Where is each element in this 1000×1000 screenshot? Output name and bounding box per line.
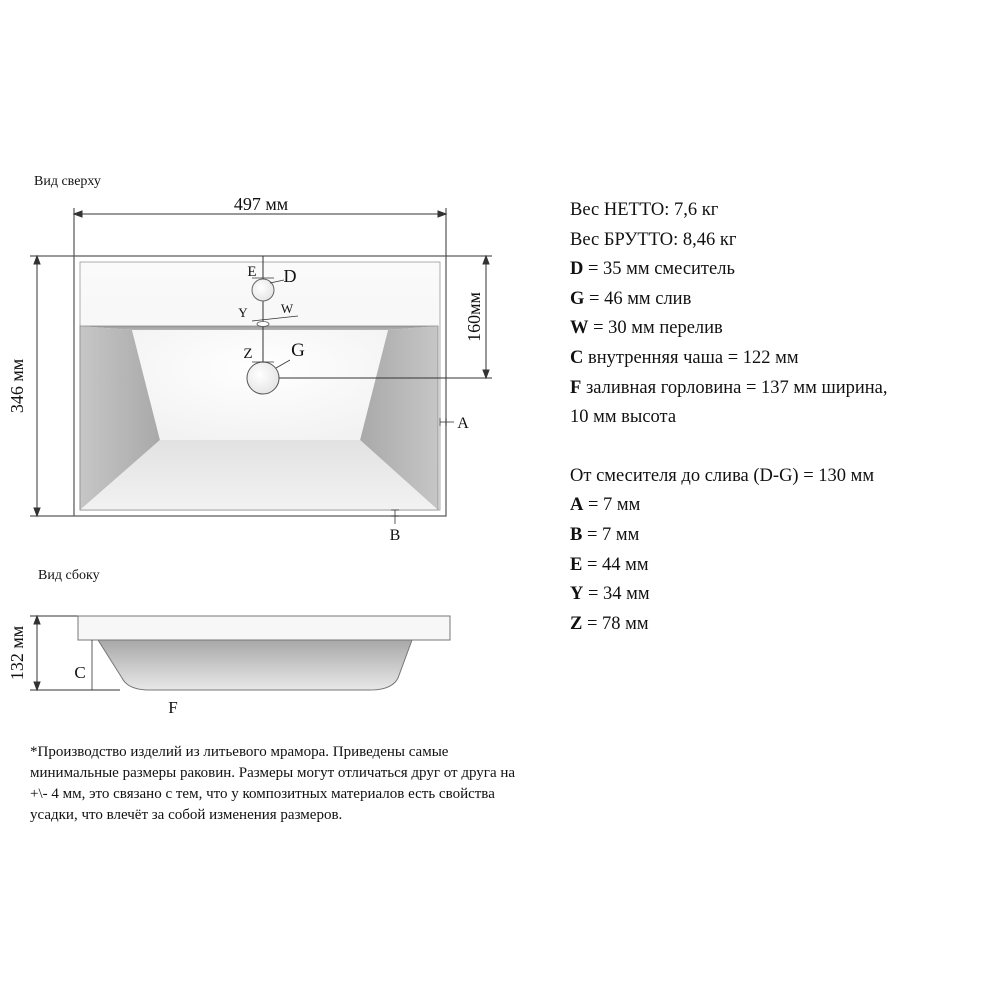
- marker-c: C: [74, 663, 86, 682]
- marker-z: Z: [243, 346, 253, 362]
- height-dimension: [30, 256, 74, 516]
- spec-row: G = 46 мм слив: [570, 288, 692, 309]
- marker-f: F: [168, 698, 178, 717]
- faucet-hole-icon: [252, 279, 274, 301]
- footnote-line: минимальные размеры раковин. Размеры могут отличаться друг от друга на: [30, 765, 516, 781]
- drain-offset-label: 160мм: [464, 292, 484, 342]
- spec-row: 10 мм высота: [570, 407, 677, 428]
- marker-y: Y: [238, 305, 248, 320]
- spec-row: Вес БРУТТО: 8,46 кг: [570, 229, 737, 250]
- side-view-label: Вид сбоку: [38, 568, 100, 583]
- basin-back-wall: [80, 326, 438, 330]
- width-dimension: [74, 208, 446, 256]
- overflow-hole-icon: [257, 322, 269, 327]
- marker-d: D: [283, 266, 297, 286]
- sink-side-bowl: [98, 640, 412, 690]
- marker-b: B: [389, 527, 401, 544]
- marker-w: W: [280, 301, 294, 316]
- spec-row: B = 7 мм: [570, 524, 640, 545]
- spec-row: F заливная горловина = 137 мм ширина,: [570, 377, 888, 398]
- spec-row: E = 44 мм: [570, 554, 649, 575]
- spec-row: От смесителя до слива (D-G) = 130 мм: [570, 465, 875, 486]
- spec-row: C внутренняя чаша = 122 мм: [570, 347, 799, 368]
- marker-a: A: [457, 415, 469, 432]
- spec-row: W = 30 мм перелив: [570, 318, 723, 339]
- footnote-line: +\- 4 мм, это связано с тем, что у композитных материалов есть свойства: [30, 786, 495, 802]
- spec-row: Y = 34 мм: [570, 584, 650, 605]
- marker-e: E: [247, 264, 257, 280]
- spec-row: A = 7 мм: [570, 495, 641, 516]
- height-label: 346 мм: [7, 358, 27, 414]
- spec-row: D = 35 мм смеситель: [570, 259, 735, 280]
- footnote: [30, 742, 620, 826]
- spec-row: Z = 78 мм: [570, 613, 649, 634]
- specifications: [570, 196, 887, 639]
- top-view-label: Вид сверху: [34, 174, 101, 189]
- footnote-line: *Производство изделий из литьевого мрамора. Приведены самые: [30, 744, 449, 760]
- drain-hole-icon: [247, 362, 279, 394]
- sink-side-rim: [78, 616, 450, 640]
- width-label: 497 мм: [233, 194, 289, 214]
- spec-row: Вес НЕТТО: 7,6 кг: [570, 200, 719, 220]
- marker-g: G: [291, 340, 305, 361]
- footnote-line: усадки, что влечёт за собой изменения размеров.: [30, 807, 343, 823]
- side-height-label: 132 мм: [7, 625, 27, 681]
